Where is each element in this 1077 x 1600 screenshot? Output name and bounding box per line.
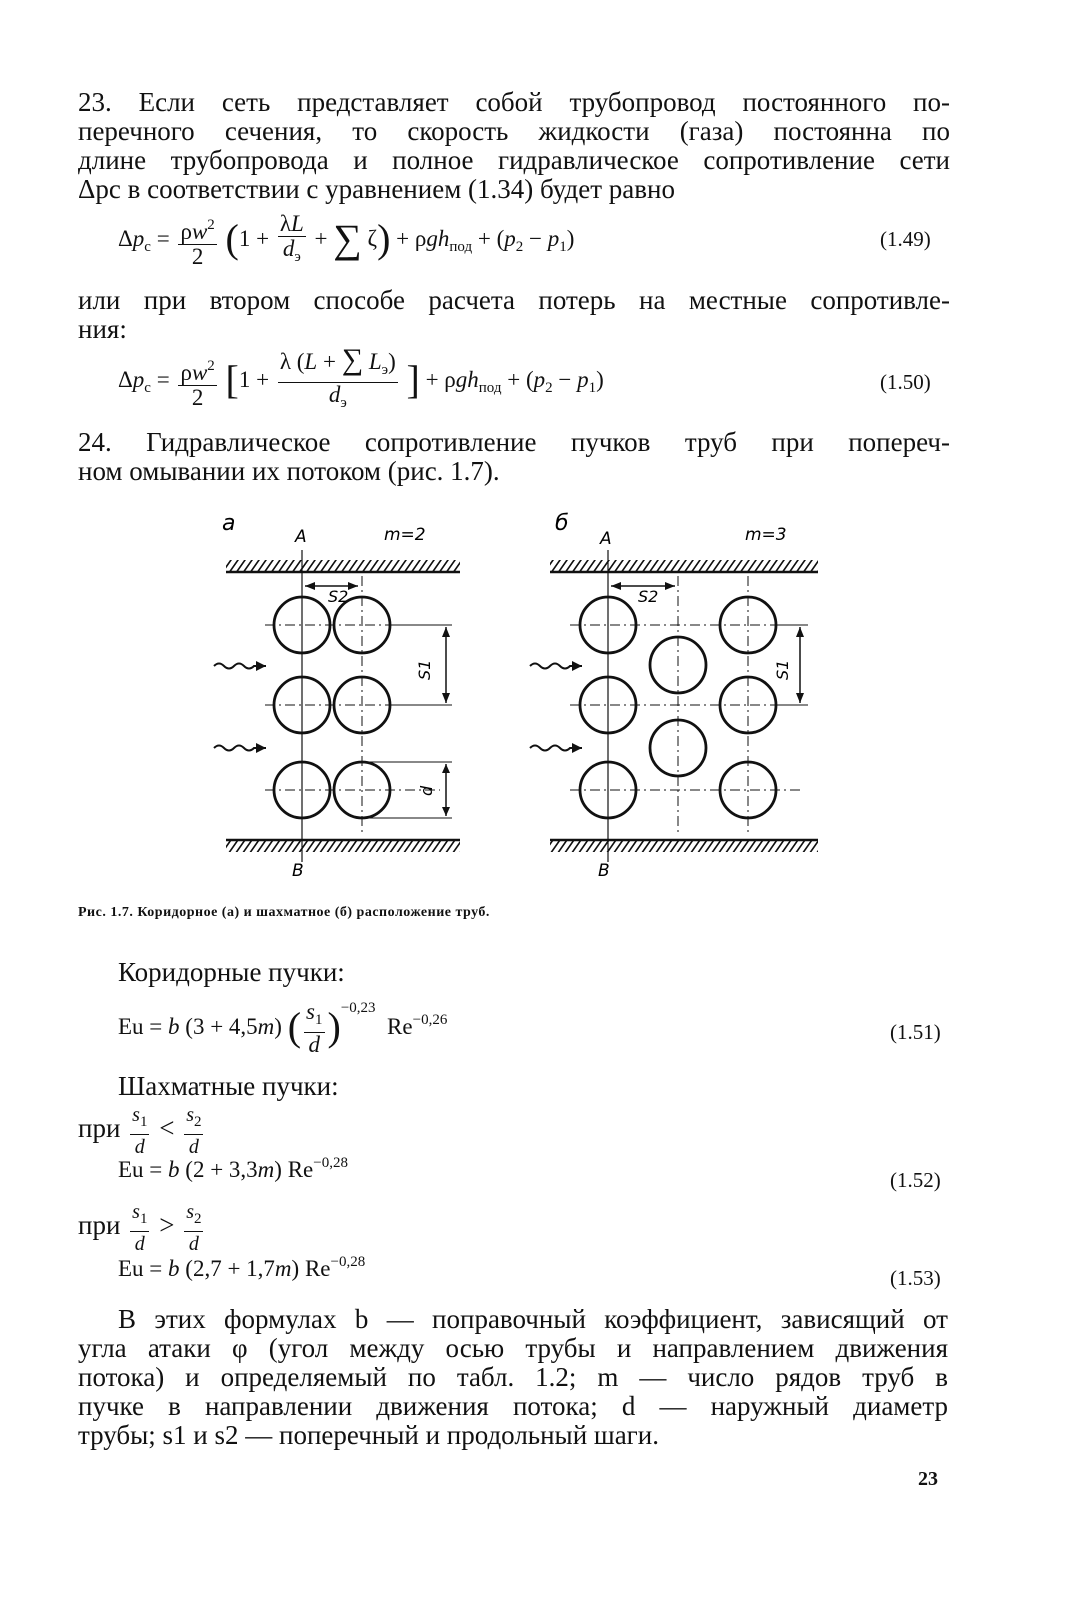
panel-a-label-B: B <box>292 861 304 881</box>
closing-line-3: потока) и определяемый по табл. 1.2; m — число рядов труб в <box>78 1362 948 1392</box>
bottom-wall-hatch <box>226 840 460 852</box>
figure-tube-arrangement <box>200 500 840 890</box>
panel-a-label-A: A <box>295 527 307 547</box>
equation-1-51: Eu = b (3 + 4,5m) ( $\frac{s_1}{d}$ )$^{-0,23}$ $Re^{-0,26}$ <box>118 999 448 1058</box>
top-wall-hatch <box>226 560 460 572</box>
equation-number-1-53: (1.53) <box>890 1266 941 1290</box>
closing-line-1: В этих формулах b — поправочный коэффициент, зависящий от <box>118 1304 948 1334</box>
closing-line-2: угла атаки φ (угол между осью трубы и направлением движения <box>78 1333 948 1363</box>
panel-a-letter: а <box>222 511 236 536</box>
bottom-wall-hatch <box>550 840 818 852</box>
figure-caption: Рис. 1.7. Коридорное (а) и шахматное (б) расположение труб. <box>78 905 490 920</box>
staggered-heading: Шахматные пучки: <box>118 1071 339 1101</box>
panel-staggered <box>530 511 818 881</box>
equation-number-1-49: (1.49) <box>880 227 931 251</box>
condition-greater: при $\frac{s_1}{d}$ > $\frac{s_2}{d}$ <box>78 1201 202 1255</box>
flow-arrowhead <box>572 743 582 753</box>
paragraph-24-line-2: ном омывании их потоком (рис. 1.7). <box>78 456 500 486</box>
equation-number-1-51: (1.51) <box>890 1020 941 1044</box>
s1-label: S1 <box>773 659 792 680</box>
condition-less-prefix: при <box>78 1113 121 1144</box>
panel-b-letter: б <box>555 511 569 536</box>
flow-arrowhead <box>256 743 266 753</box>
equation-1-53: Eu = b (2,7 + 1,7m) $Re^{-0,28}$ <box>118 1254 366 1281</box>
s2-label: S2 <box>328 587 349 606</box>
panel-a-m-value: m=2 <box>384 525 426 545</box>
paragraph-24-line-1: 24. Гидравлическое сопротивление пучков труб при попереч- <box>78 427 950 457</box>
condition-greater-prefix: при <box>78 1210 121 1241</box>
equation-1-52: Eu = b (2 + 3,3m) $Re^{-0,28}$ <box>118 1155 348 1182</box>
condition-less: при $\frac{s_1}{d}$ < $\frac{s_2}{d}$ <box>78 1104 202 1158</box>
panel-corridor <box>214 511 460 881</box>
paragraph-23-line-3: длине трубопровода и полное гидравлическое сопротивление сети <box>78 145 950 175</box>
corridor-heading: Коридорные пучки: <box>118 957 345 987</box>
paragraph-23-line-1: 23. Если сеть представляет собой трубопровод постоянного по- <box>78 87 950 117</box>
page-number: 23 <box>918 1468 938 1490</box>
s1-label: S1 <box>415 659 434 680</box>
equation-1-49: $\Delta p_с$ = $\frac{\rho w^2}{2}$ (1 + $\frac{\lambda L}{d_э}$ + ∑ $\zeta) + \rho gh_{под} + (p_2 - p_1)$ <box>118 211 575 269</box>
panel-b-label-B: B <box>598 861 610 881</box>
d-label: d <box>417 785 436 796</box>
equation-number-1-50: (1.50) <box>880 370 931 394</box>
panel-b-m-value: m=3 <box>745 525 787 545</box>
flow-arrowhead <box>572 661 582 671</box>
closing-line-5: трубы; s1 и s2 — поперечный и продольный шаги. <box>78 1420 659 1450</box>
tube-circle <box>650 720 706 776</box>
s2-label: S2 <box>638 587 659 606</box>
paragraph-23-line-4: Δpc в соответствии с уравнением (1.34) будет равно <box>78 174 675 204</box>
top-wall-hatch <box>550 560 818 572</box>
equation-1-50: $\Delta p_с$ = $\frac{\rho w^2}{2}$ [1 + $\frac{\lambda (L + \sum L_э)}{d_э}$ ] + $\rho gh_{под} + (p_2 - p_1)$ <box>118 343 604 411</box>
flow-arrowhead <box>256 661 266 671</box>
paragraph-23-line-2: перечного сечения, то скорость жидкости (газа) постоянна по <box>78 116 950 146</box>
panel-b-label-A: A <box>600 529 612 549</box>
paragraph-method-line-2: ния: <box>78 314 127 344</box>
closing-line-4: пучке в направлении движения потока; d — наружный диаметр <box>78 1391 948 1421</box>
paragraph-method-line-1: или при втором способе расчета потерь на местные сопротивле- <box>78 285 950 315</box>
equation-number-1-52: (1.52) <box>890 1168 941 1192</box>
